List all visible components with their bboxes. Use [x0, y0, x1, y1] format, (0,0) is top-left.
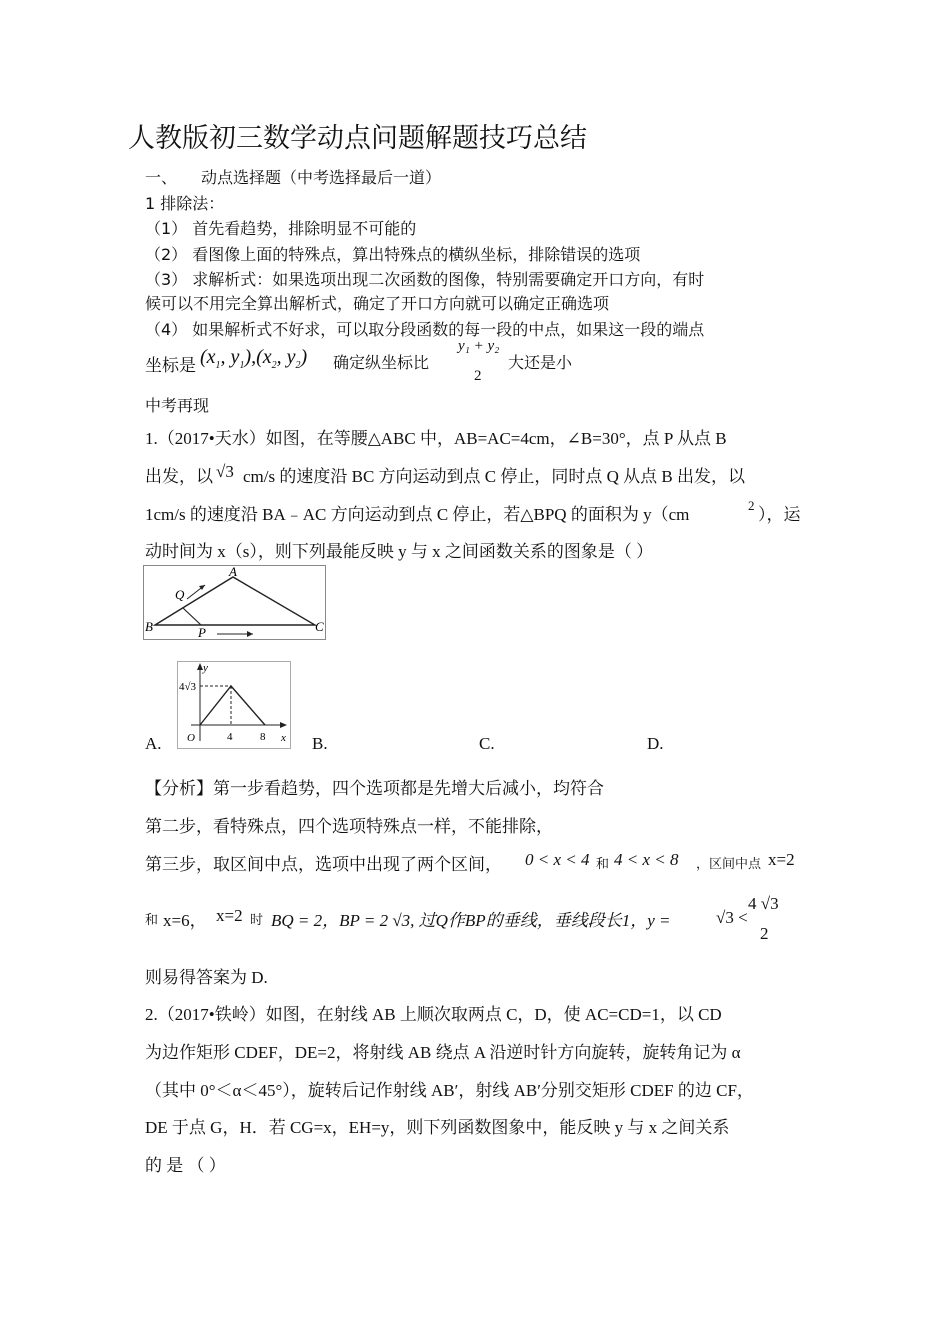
q2-line-1: 2.（2017•铁岭）如图，在射线 AB 上顺次取两点 C，D，使 AC=CD=1，以 CD [145, 1005, 722, 1024]
step-4: （4） 如果解析式不好求，可以取分段函数的每一段的中点，如果这一段的端点 [145, 320, 705, 339]
label-B: B [145, 619, 153, 634]
option-c: C. [479, 734, 495, 753]
label-Q: Q [175, 587, 185, 602]
q1-sqrt: √3 [216, 462, 234, 481]
q1-line-2b: cm/s 的速度沿 BC 方向运动到点 C 停止，同时点 Q 从点 B 出发，以 [243, 467, 745, 486]
graph-ymax: 4√3 [179, 681, 197, 693]
graph-x-label: x [281, 732, 286, 744]
analysis-text-1: 第一步看趋势，四个选项都是先增大后减小，均符合 [213, 779, 604, 798]
and-text: 和 [596, 856, 610, 871]
analysis-answer: 则易得答案为 D. [145, 968, 268, 987]
triangle-figure [143, 565, 327, 641]
and-text-2: 和 [145, 912, 159, 927]
coord-mid: 确定纵坐标比 [333, 353, 430, 372]
q1-line-2a: 出发，以 [145, 467, 213, 486]
midpoint-text: ，区间中点 [696, 856, 762, 871]
section-heading-number: 一、 [145, 168, 178, 187]
option-a-graph [173, 661, 293, 750]
q2-line-4: DE 于点 G，H．若 CG=x，EH=y，则下列函数图象中，能反映 y 与 x 之间关系 [145, 1118, 730, 1137]
q2-line-3: （其中 0°＜α＜45°），旋转后记作射线 AB′，射线 AB′分别交矩形 CDEF 的边 CF， [145, 1081, 754, 1100]
graph-y-label: y [203, 662, 208, 674]
q1-superscript: 2 [748, 498, 755, 513]
analysis-frac-den: 2 [760, 924, 769, 943]
option-b: B. [312, 734, 328, 753]
step-3: （3） 求解析式：如果选项出现二次函数的图像，特别需要确定开口方向，有时 [145, 270, 705, 289]
analysis-line-3a: 第三步，取区间中点，选项中出现了两个区间， [145, 855, 502, 874]
method-title: 1 排除法： [145, 194, 225, 213]
step-3-cont: 候可以不用完全算出解析式，确定了开口方向就可以确定正确选项 [145, 294, 610, 313]
label-A: A [229, 565, 237, 579]
coord-formula: ($x_1$, $y_1),(x_2$, $y_2$) [200, 346, 308, 371]
label-P: P [198, 625, 206, 640]
coord-suffix: 大还是小 [508, 353, 573, 372]
q1-line-1: 1.（2017•天水）如图，在等腰△ABC 中，AB=AC=4cm，∠B=30°，点 P 从点 B [145, 429, 727, 448]
fraction-denominator: 2 [474, 368, 482, 384]
graph-origin-label: O [187, 732, 195, 744]
x-equals-2: x=2 [216, 906, 243, 925]
review-heading: 中考再现 [145, 396, 210, 415]
label-C: C [315, 619, 324, 634]
when-text: 时 [250, 912, 264, 927]
analysis-tag: 【分析】 [145, 779, 213, 798]
q1-line-3-end: ），运 [758, 505, 801, 524]
option-d: D. [647, 734, 664, 753]
graph-tick-8: 8 [260, 731, 266, 743]
graph-tick-4: 4 [227, 731, 233, 743]
step-2: （2） 看图像上面的特殊点，算出特殊点的横纵坐标，排除错误的选项 [145, 245, 641, 264]
q1-line-4: 动时间为 x（s），则下列最能反映 y 与 x 之间函数关系的图象是（ ） [145, 542, 654, 561]
q1-line-3: 1cm/s 的速度沿 BA﹣AC 方向运动到点 C 停止，若△BPQ 的面积为 y（cm [145, 505, 690, 524]
page-title: 人教版初三数学动点问题解题技巧总结 [128, 123, 587, 154]
analysis-compare: √3 < [716, 908, 748, 927]
analysis-line-2: 第二步，看特殊点，四个选项特殊点一样，不能排除， [145, 817, 553, 836]
q2-line-2: 为边作矩形 CDEF，DE=2，将射线 AB 绕点 A 沿逆时针方向旋转，旋转角记为 α [145, 1043, 741, 1062]
step-1: （1） 首先看趋势，排除明显不可能的 [145, 219, 417, 238]
midpoint-value: x=2 [768, 850, 795, 869]
x-equals-6: x=6， [163, 911, 207, 930]
analysis-calc: BQ = 2，BP = 2 √3, 过Q作BP的垂线，垂线段长1，y = [271, 911, 671, 930]
q2-line-5: 的 是 （ ） [145, 1156, 226, 1175]
analysis-frac-num: 4 √3 [748, 894, 779, 913]
interval-1: 0 < x < 4 [525, 850, 590, 869]
option-a: A. [145, 734, 162, 753]
interval-2: 4 < x < 8 [614, 850, 679, 869]
section-heading: 动点选择题（中考选择最后一道） [201, 168, 442, 187]
fraction-numerator: y₁ + y₂ [458, 338, 500, 354]
analysis-line-1 [145, 774, 604, 799]
coord-prefix: 坐标是 [145, 356, 196, 375]
